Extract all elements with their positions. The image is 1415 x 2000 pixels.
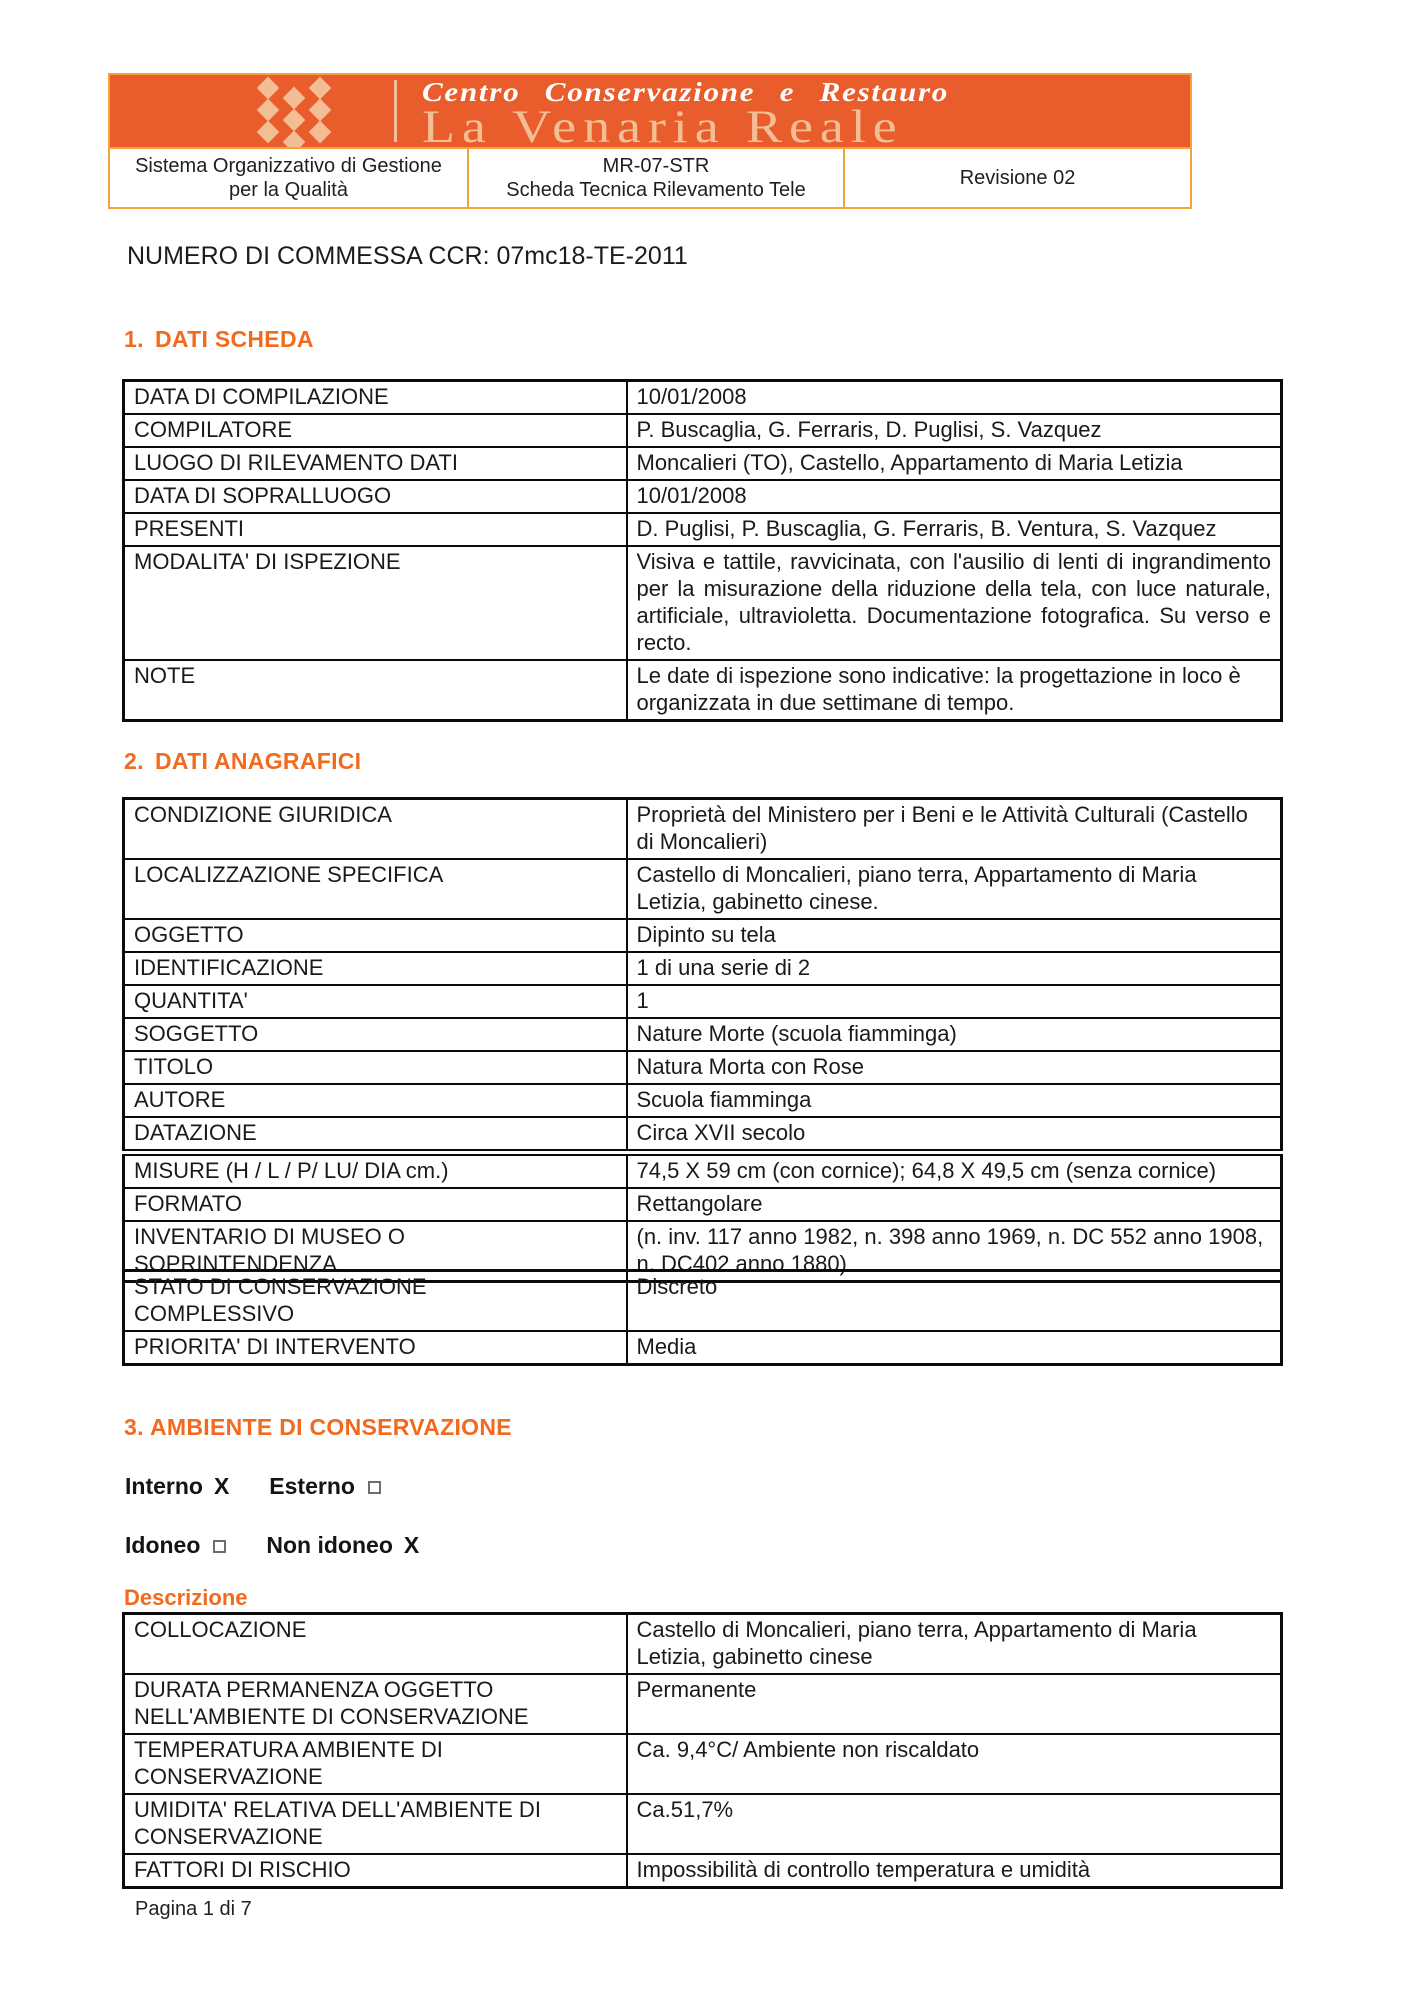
logo-column xyxy=(281,87,307,147)
section1-number: 1. xyxy=(124,326,144,352)
table-row xyxy=(124,859,1282,919)
section3-title: AMBIENTE DI CONSERVAZIONE xyxy=(150,1414,512,1440)
diamond-icon xyxy=(283,131,306,147)
diamond-icon xyxy=(309,77,332,100)
row-label: QUANTITA' xyxy=(124,985,627,1018)
row-label: COMPILATORE xyxy=(124,414,627,447)
table-row xyxy=(124,513,1282,546)
row-label: NOTE xyxy=(124,660,627,721)
diamond-icon xyxy=(283,87,306,110)
brand-line2: La Venaria Reale xyxy=(422,101,904,147)
row-label: COLLOCAZIONE xyxy=(124,1614,627,1675)
brand-line1: Centro Conservazione e Restauro xyxy=(422,77,950,107)
row-label: LOCALIZZAZIONE SPECIFICA xyxy=(124,859,627,919)
table-row xyxy=(124,660,1282,721)
row-value: Visiva e tattile, ravvicinata, con l'ausilio di lenti di ingrandimento per la misurazione della riduzione della tela, con luce naturale, artificiale, ultravioletta. Documentazione fotografica. Su verso e recto. xyxy=(627,546,1282,660)
descrizione-heading: Descrizione xyxy=(124,1585,248,1610)
table-row xyxy=(124,546,1282,660)
header-cell-doc xyxy=(467,149,845,207)
venaria-diamonds-logo-icon xyxy=(255,77,333,143)
doc-code: MR-07-STR xyxy=(602,155,710,177)
dati-scheda-table xyxy=(122,379,1283,722)
row-label: SOGGETTO xyxy=(124,1018,627,1051)
section3-number: 3. xyxy=(124,1414,144,1440)
document-header xyxy=(108,73,1192,209)
row-value: Ca.51,7% xyxy=(627,1794,1282,1854)
row-value: Nature Morte (scuola fiamminga) xyxy=(627,1018,1282,1051)
row-value: 1 xyxy=(627,985,1282,1018)
row-value: Proprietà del Ministero per i Beni e le Attività Culturali (Castello di Moncalieri) xyxy=(627,799,1282,860)
table-row xyxy=(124,1674,1282,1734)
table-row xyxy=(124,1614,1282,1675)
logo-column xyxy=(255,77,281,143)
interno-esterno-line xyxy=(125,1473,381,1500)
row-value: Scuola fiamminga xyxy=(627,1084,1282,1117)
revision-label: Revisione 02 xyxy=(959,167,1076,189)
section1-title: DATI SCHEDA xyxy=(155,326,314,352)
row-value: Permanente xyxy=(627,1674,1282,1734)
table-row xyxy=(124,381,1282,415)
row-value: P. Buscaglia, G. Ferraris, D. Puglisi, S. Vazquez xyxy=(627,414,1282,447)
diamond-icon xyxy=(309,99,332,122)
section2-title: DATI ANAGRAFICI xyxy=(155,748,362,774)
diamond-icon xyxy=(283,109,306,132)
row-value: Castello di Moncalieri, piano terra, Appartamento di Maria Letizia, gabinetto cinese. xyxy=(627,859,1282,919)
esterno-label: Esterno xyxy=(269,1473,355,1499)
row-label: AUTORE xyxy=(124,1084,627,1117)
section1-heading xyxy=(124,326,314,353)
row-value: Ca. 9,4°C/ Ambiente non riscaldato xyxy=(627,1734,1282,1794)
row-label: FORMATO xyxy=(124,1188,627,1221)
row-label: PRESENTI xyxy=(124,513,627,546)
row-label: TEMPERATURA AMBIENTE DI CONSERVAZIONE xyxy=(124,1734,627,1794)
row-label: INVENTARIO DI MUSEO O SOPRINTENDENZA xyxy=(124,1221,627,1282)
row-value: 10/01/2008 xyxy=(627,480,1282,513)
row-value: Impossibilità di controllo temperatura e umidità xyxy=(627,1854,1282,1888)
row-label: DURATA PERMANENZA OGGETTO NELL'AMBIENTE DI CONSERVAZIONE xyxy=(124,1674,627,1734)
row-label: CONDIZIONE GIURIDICA xyxy=(124,799,627,860)
row-value: Castello di Moncalieri, piano terra, Appartamento di Maria Letizia, gabinetto cinese xyxy=(627,1614,1282,1675)
row-label: DATAZIONE xyxy=(124,1117,627,1153)
commessa-number: NUMERO DI COMMESSA CCR: 07mc18-TE-2011 xyxy=(127,242,688,270)
table-row xyxy=(124,919,1282,952)
idoneo-checkbox-icon xyxy=(213,1540,226,1553)
row-label: STATO DI CONSERVAZIONE COMPLESSIVO xyxy=(124,1271,627,1332)
table-row xyxy=(124,447,1282,480)
row-label: PRIORITA' DI INTERVENTO xyxy=(124,1331,627,1365)
table-row xyxy=(124,1794,1282,1854)
idoneo-label: Idoneo xyxy=(125,1532,201,1558)
table-row xyxy=(124,1854,1282,1888)
dati-anagrafici-table xyxy=(122,797,1283,1283)
section2-number: 2. xyxy=(124,748,144,774)
row-value: Media xyxy=(627,1331,1282,1365)
page-number: Pagina 1 di 7 xyxy=(135,1898,252,1920)
table-row xyxy=(124,1734,1282,1794)
table-row xyxy=(124,414,1282,447)
esterno-checkbox-icon xyxy=(368,1481,381,1494)
table-row xyxy=(124,985,1282,1018)
row-value: (n. inv. 117 anno 1982, n. 398 anno 1969, n. DC 552 anno 1908, n. DC402 anno 1880) xyxy=(627,1221,1282,1282)
table-row xyxy=(124,1271,1282,1332)
row-value: D. Puglisi, P. Buscaglia, G. Ferraris, B. Ventura, S. Vazquez xyxy=(627,513,1282,546)
doc-title: Scheda Tecnica Rilevamento Tele xyxy=(506,179,806,201)
brand-text xyxy=(422,77,950,147)
row-label: DATA DI COMPILAZIONE xyxy=(124,381,627,415)
table-row xyxy=(124,952,1282,985)
table-row xyxy=(124,1153,1282,1189)
row-value: Moncalieri (TO), Castello, Appartamento di Maria Letizia xyxy=(627,447,1282,480)
row-value: 10/01/2008 xyxy=(627,381,1282,415)
logo-column xyxy=(307,77,333,143)
diamond-icon xyxy=(257,99,280,122)
table-row xyxy=(124,1018,1282,1051)
stato-conservazione-table xyxy=(122,1269,1283,1366)
row-value: Natura Morta con Rose xyxy=(627,1051,1282,1084)
row-value: Circa XVII secolo xyxy=(627,1117,1282,1153)
ambiente-table xyxy=(122,1612,1283,1889)
section3-heading xyxy=(124,1414,512,1441)
table-row xyxy=(124,1188,1282,1221)
header-meta-row xyxy=(110,147,1190,207)
row-label: OGGETTO xyxy=(124,919,627,952)
row-label: MODALITA' DI ISPEZIONE xyxy=(124,546,627,660)
row-value: 74,5 X 59 cm (con cornice); 64,8 X 49,5 cm (senza cornice) xyxy=(627,1153,1282,1189)
table-row xyxy=(124,1117,1282,1153)
table-row xyxy=(124,799,1282,860)
row-value: 1 di una serie di 2 xyxy=(627,952,1282,985)
section2-heading xyxy=(124,748,361,775)
brand-banner xyxy=(110,75,1190,147)
interno-x-mark: X xyxy=(213,1473,230,1499)
row-label: FATTORI DI RISCHIO xyxy=(124,1854,627,1888)
row-value: Le date di ispezione sono indicative: la progettazione in loco è organizzata in due settimane di tempo. xyxy=(627,660,1282,721)
system-line2: per la Qualità xyxy=(229,179,348,201)
row-label: TITOLO xyxy=(124,1051,627,1084)
table-row xyxy=(124,1084,1282,1117)
table-row xyxy=(124,480,1282,513)
row-label: LUOGO DI RILEVAMENTO DATI xyxy=(124,447,627,480)
non-idoneo-x-mark: X xyxy=(403,1532,420,1558)
diamond-icon xyxy=(309,121,332,144)
header-cell-system xyxy=(110,149,467,207)
row-label: UMIDITA' RELATIVA DELL'AMBIENTE DI CONSERVAZIONE xyxy=(124,1794,627,1854)
interno-label: Interno xyxy=(125,1473,203,1499)
row-value: Dipinto su tela xyxy=(627,919,1282,952)
row-label: DATA DI SOPRALLUOGO xyxy=(124,480,627,513)
row-label: IDENTIFICAZIONE xyxy=(124,952,627,985)
row-label: MISURE (H / L / P/ LU/ DIA cm.) xyxy=(124,1153,627,1189)
row-value: Discreto xyxy=(627,1271,1282,1332)
table-row xyxy=(124,1331,1282,1365)
row-value: Rettangolare xyxy=(627,1188,1282,1221)
diamond-icon xyxy=(257,121,280,144)
system-line1: Sistema Organizzativo di Gestione xyxy=(135,155,442,177)
non-idoneo-label: Non idoneo xyxy=(266,1532,393,1558)
table-row xyxy=(124,1051,1282,1084)
diamond-icon xyxy=(257,77,280,100)
header-cell-revision xyxy=(845,149,1190,207)
banner-divider xyxy=(394,80,397,142)
idoneo-line xyxy=(125,1532,419,1559)
